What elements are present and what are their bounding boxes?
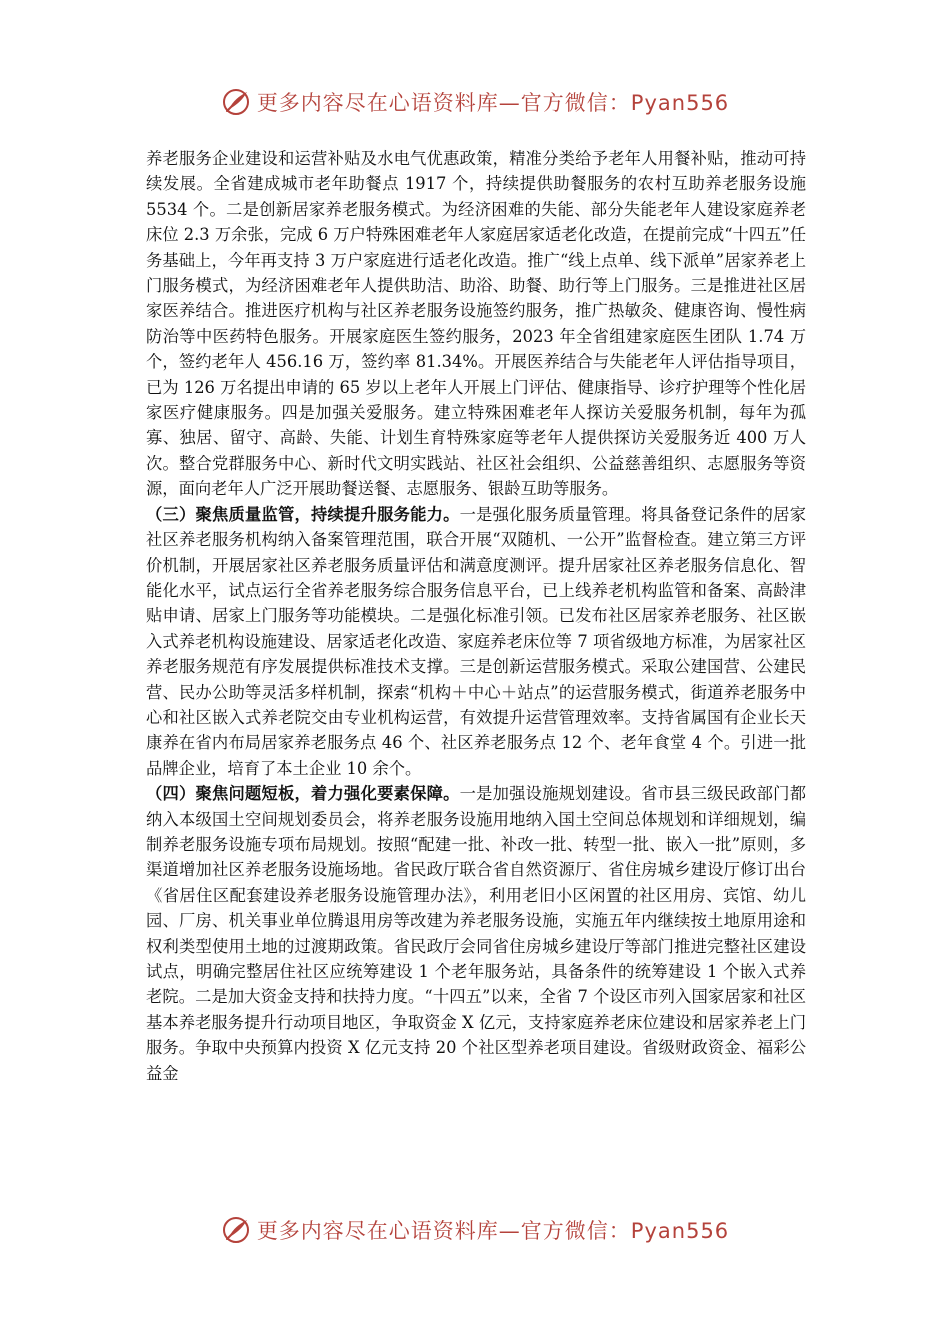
- document-body: [146, 146, 806, 1086]
- paragraph-heading: （四）聚焦问题短板，着力强化要素保障。: [146, 784, 460, 804]
- footer-watermark-banner: [0, 1210, 950, 1250]
- paragraph-3: [146, 781, 806, 1086]
- paragraph-heading: （三）聚焦质量监管，持续提升服务能力。: [146, 504, 460, 524]
- paragraph-1: [146, 146, 806, 502]
- banner-text: 更多内容尽在心语资料库—官方微信：Pyan556: [256, 1219, 730, 1243]
- banner-text: 更多内容尽在心语资料库—官方微信：Pyan556: [256, 91, 730, 115]
- paragraph-text: 一是加强设施规划建设。省市县三级民政部门都纳入本级国土空间规划委员会，将养老服务设施用地纳入国土空间总体规划和详细规划，编制养老服务设施专项布局规划。按照“配建一批、补改一批、转型一批、嵌入一批”原则，多渠道增加社区养老服务设施场地。省民政厅联合省自然资源厅、省住房城乡建设厅修订出台《省居住区配套建设养老服务设施管理办法》，利用老旧小区闲置的社区用房、宾馆、幼儿园、厂房、机关事业单位腾退用房等改建为养老服务设施，实施五年内继续按土地原用途和权利类型使用土地的过渡期政策。省民政厅会同省住房城乡建设厅等部门推进完整社区建设试点，明确完整居住社区应统筹建设 1 个老年服务站，具备条件的统筹建设 1 个嵌入式养老院。二是加大资金支持和扶持力度。“十四五”以来，全省 7 个设区市列入国家居家和社区基本养老服务提升行动项目地区，争取资金 X 亿元，支持家庭养老床位建设和居家养老上门服务。争取中央预算内投资 X 亿元支持 20 个社区型养老项目建设。省级财政资金、福彩公益金: [146, 784, 806, 1083]
- header-watermark-banner: [0, 82, 950, 122]
- feather-pen-icon: [221, 1215, 251, 1245]
- feather-pen-icon: [221, 87, 251, 117]
- paragraph-text: 一是强化服务质量管理。将具备登记条件的居家社区养老服务机构纳入备案管理范围，联合开展“双随机、一公开”监督检查。建立第三方评价机制，开展居家社区养老服务质量评估和满意度测评。提升居家社区养老服务信息化、智能化水平，试点运行全省养老服务综合服务信息平台，已上线养老机构监管和备案、高龄津贴申请、居家上门服务等功能模块。二是强化标准引领。已发布社区居家养老服务、社区嵌入式养老机构设施建设、居家适老化改造、家庭养老床位等 7 项省级地方标准，为居家社区养老服务规范有序发展提供标准技术支撑。三是创新运营服务模式。采取公建国营、公建民营、民办公助等灵活多样机制，探索“机构＋中心＋站点”的运营服务模式，街道养老服务中心和社区嵌入式养老院交由专业机构运营，有效提升运营管理效率。支持省属国有企业长天康养在省内布局居家养老服务点 46 个、社区养老服务点 12 个、老年食堂 4 个。引进一批品牌企业，培育了本土企业 10 余个。: [146, 504, 806, 778]
- paragraph-2: [146, 502, 806, 781]
- paragraph-text: 养老服务企业建设和运营补贴及水电气优惠政策，精准分类给予老年人用餐补贴，推动可持续发展。全省建成城市老年助餐点 1917 个，持续提供助餐服务的农村互助养老服务设施 5534 个。二是创新居家养老服务模式。为经济困难的失能、部分失能老年人建设家庭养老床位 2.3 万余张，完成 6 万户特殊困难老年人家庭居家适老化改造，在提前完成“十四五”任务基础上，今年再支持 3 万户家庭进行适老化改造。推广“线上点单、线下派单”居家养老上门服务模式，为经济困难老年人提供助洁、助浴、助餐、助行等上门服务。三是推进社区居家医养结合。推进医疗机构与社区养老服务设施签约服务，推广热敏灸、健康咨询、慢性病防治等中医药特色服务。开展家庭医生签约服务，2023 年全省组建家庭医生团队 1.74 万个，签约老年人 456.16 万，签约率 81.34%。开展医养结合与失能老年人评估指导项目，已为 126 万名提出申请的 65 岁以上老年人开展上门评估、健康指导、诊疗护理等个性化居家医疗健康服务。四是加强关爱服务。建立特殊困难老年人探访关爱服务机制，每年为孤寡、独居、留守、高龄、失能、计划生育特殊家庭等老年人提供探访关爱服务近 400 万人次。整合党群服务中心、新时代文明实践站、社区社会组织、公益慈善组织、志愿服务等资源，面向老年人广泛开展助餐送餐、志愿服务、银龄互助等服务。: [146, 149, 806, 499]
